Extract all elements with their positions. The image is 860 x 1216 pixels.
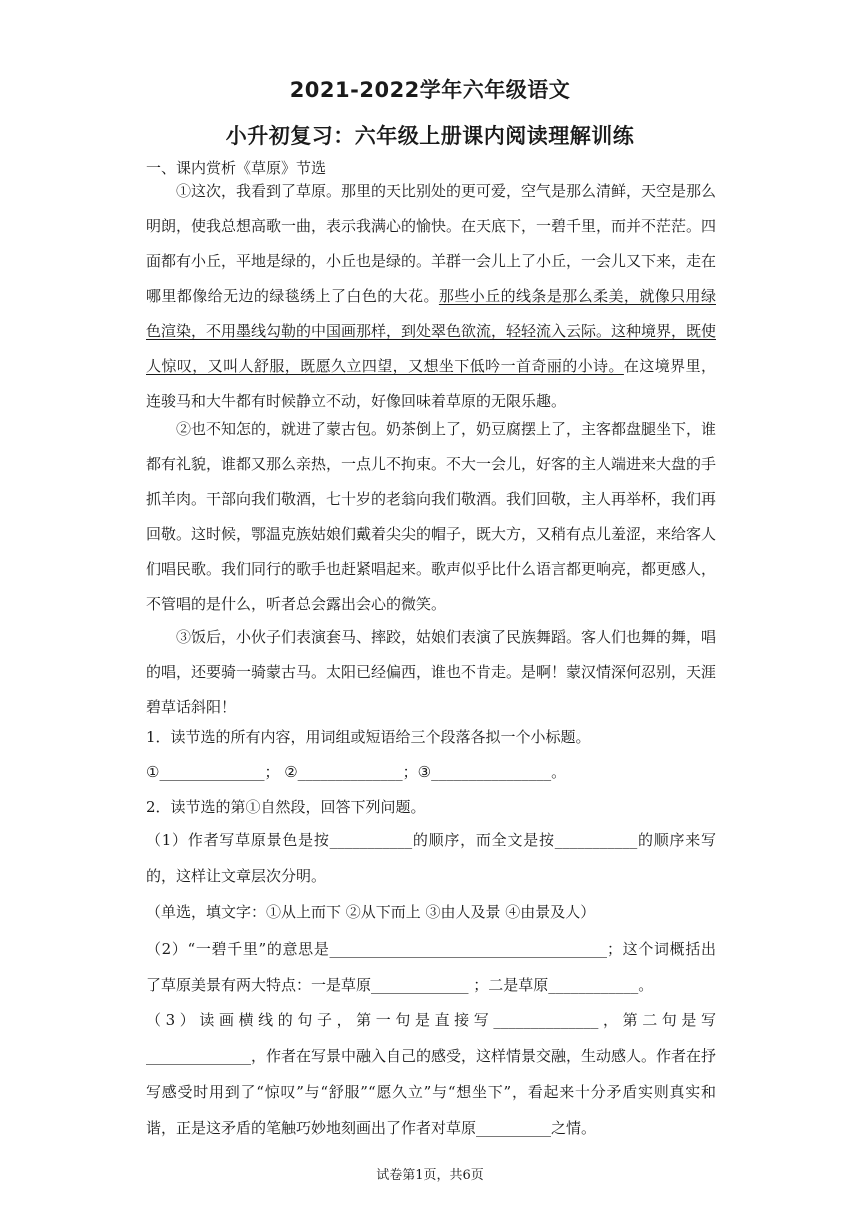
- passage-paragraph-1: [146, 174, 716, 419]
- question-2-1-options: （单选，填文字：①从上而下 ②从下而上 ③由人及景 ④由景及人）: [146, 903, 596, 921]
- document-subtitle: 小升初复习：六年级上册课内阅读理解训练: [225, 124, 635, 148]
- question-2-3: （3）读画横线的句子，第一句是直接写______________，第二句是写______________，作者在写景中融入自己的感受，这样情景交融，生动感人。作者在抒写感受时用到了“惊叹”与“舒服”“愿久立”与“想坐下”，看起来十分矛盾实则真实和谐，正是这矛盾的笔触巧妙地刻画出了作者对草原__________之情。: [146, 1011, 717, 1137]
- paragraph-1-text-a: ①这次，我看到了草原。那里的天比别处的更可爱，空气是那么清鲜，天空是那么明朗，使我总想高歌一曲，表示我满心的愉快。在天底下，一碧千里，而并不茫茫。四面都有小丘，平地是绿的，小丘也是绿的。羊群一会儿上了小丘，一会儿又下来，走在哪里都像给无边的绿毯绣上了白色的大花。: [146, 182, 717, 305]
- underlined-sentences: 那些小丘的线条是那么柔美，就像只用绿色渲染，不用墨线勾勒的中国画那样，到处翠色欲流，轻轻流入云际。这种境界，既使人惊叹，又叫人舒服，既愿久立四望，又想坐下低吟一首奇丽的小诗。: [146, 287, 717, 375]
- question-2-1: （1）作者写草原景色是按___________的顺序，而全文是按___________的顺序来写的，这样让文章层次分明。: [146, 831, 716, 885]
- passage-paragraph-2: ②也不知怎的，就进了蒙古包。奶茶倒上了，奶豆腐摆上了，主客都盘腿坐下，谁都有礼貌，谁都又那么亲热，一点儿不拘束。不大一会儿，好客的主人端进来大盘的手抓羊肉。干部向我们敬酒，七十岁的老翁向我们敬酒。我们回敬，主人再举杯，我们再回敬。这时候，鄂温克族姑娘们戴着尖尖的帽子，既大方，又稍有点儿羞涩，来给客人们唱民歌。我们同行的歌手也赶紧唱起来。歌声似乎比什么语言都更响亮，都更感人，不管唱的是什么，听者总会露出会心的微笑。: [146, 420, 717, 613]
- page-footer: 试卷第1页，共6页: [376, 1168, 484, 1183]
- question-2-2: （2）“一碧千里”的意思是_____________________________________；这个词概括出了草原美景有两大特点：一是草原_____________ ；二是草原____________。: [146, 940, 716, 994]
- question-2: 2．读节选的第①自然段，回答下列问题。: [146, 798, 426, 816]
- document-title: 2021-2022学年六年级语文: [289, 78, 571, 102]
- question-1: 1．读节选的所有内容，用词组或短语给三个段落各拟一个小标题。: [146, 728, 591, 746]
- question-1-answer-blanks: ①______________； ②______________；③________________。: [146, 763, 567, 781]
- passage-paragraph-3: ③饭后，小伙子们表演套马、摔跤，姑娘们表演了民族舞蹈。客人们也舞的舞，唱的唱，还要骑一骑蒙古马。太阳已经偏西，谁也不肯走。是啊！蒙汉情深何忍别，天涯碧草话斜阳！: [146, 628, 717, 716]
- paragraph-1-text-b: 在这境界里，连骏马和大牛都有时候静立不动，好像回味着草原的无限乐趣。: [146, 357, 716, 410]
- section-heading: 一、课内赏析《草原》节选: [146, 159, 327, 177]
